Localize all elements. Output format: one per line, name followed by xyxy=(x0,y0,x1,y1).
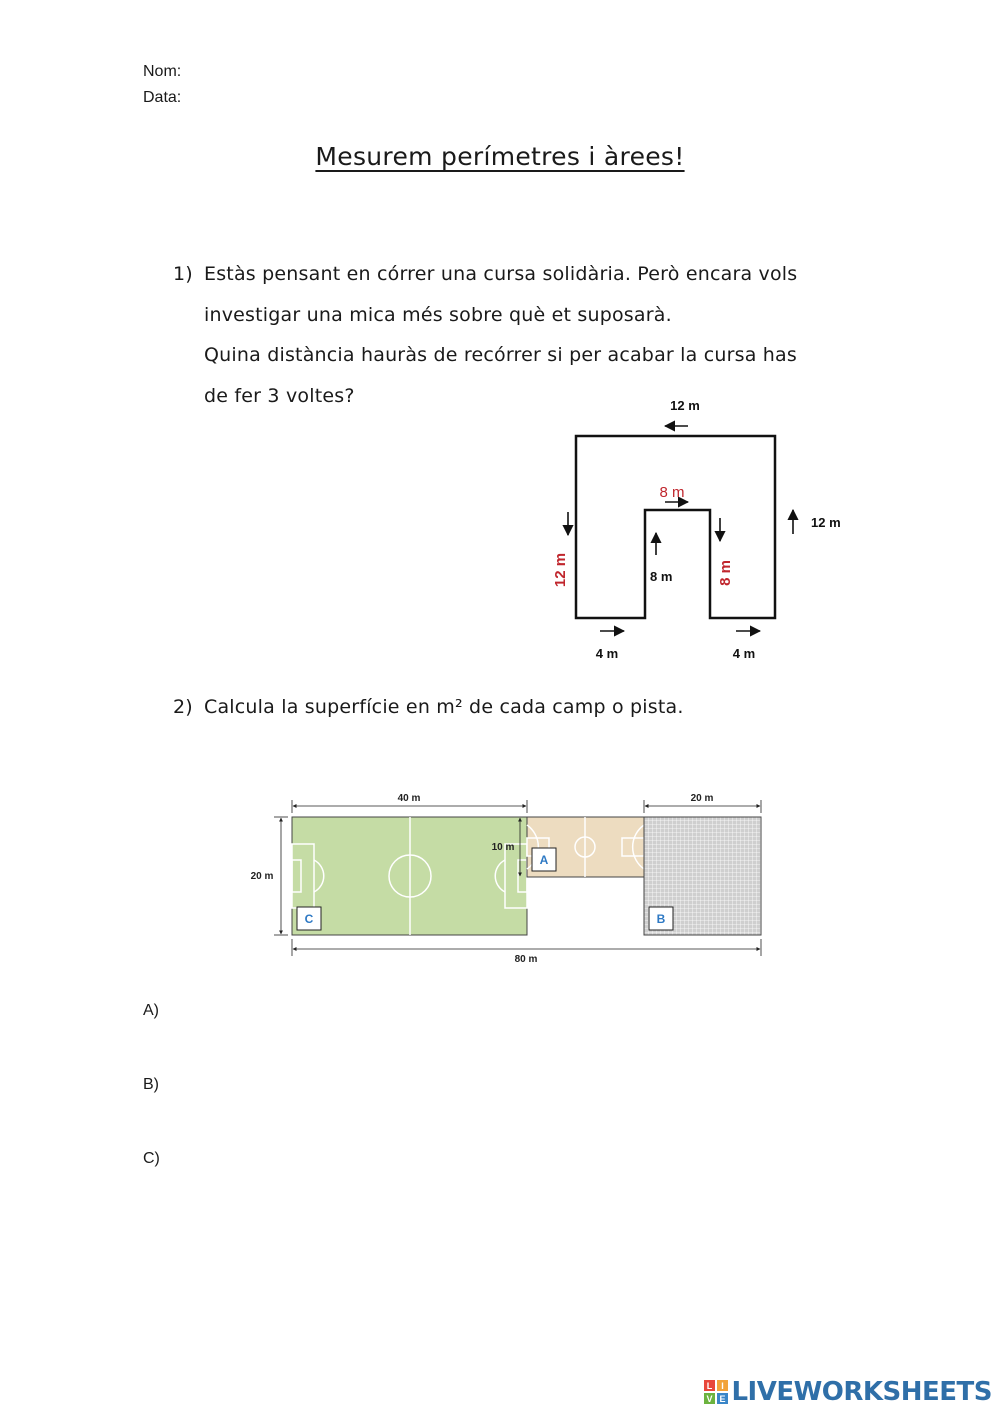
answer-a-label: A) xyxy=(143,1002,159,1019)
live-badge-icon xyxy=(704,1380,728,1404)
liveworksheets-logo xyxy=(704,1377,992,1407)
label-inner-top: 8 m xyxy=(659,484,685,501)
track-outline xyxy=(576,436,775,618)
dim-height-c: 20 m xyxy=(250,871,274,882)
label-outer-left: 12 m xyxy=(552,552,569,588)
label-a: A xyxy=(539,853,549,867)
question-2-text: Calcula la superfície en m² de cada camp o pista. xyxy=(204,696,684,718)
badge-letter: E xyxy=(719,1394,726,1404)
label-bottom-left: 4 m xyxy=(595,646,619,661)
label-b: B xyxy=(656,912,666,926)
label-right: 12 m xyxy=(811,515,841,530)
label-c: C xyxy=(304,912,314,926)
badge-letter: L xyxy=(707,1381,713,1391)
label-bottom-right: 4 m xyxy=(732,646,756,661)
question-1-line: investigar una mica més sobre què et suposarà. xyxy=(204,304,672,326)
label-top: 12 m xyxy=(670,398,700,413)
badge-letter: I xyxy=(721,1381,725,1391)
label-inner-left: 8 m xyxy=(650,569,673,584)
track-figure xyxy=(540,390,870,670)
logo-text: LIVEWORKSHEETS xyxy=(731,1377,992,1407)
dim-total: 80 m xyxy=(514,954,538,965)
answer-b-label: B) xyxy=(143,1076,159,1093)
question-2-number: 2) xyxy=(173,696,193,718)
page-title-text: Mesurem perímetres i àrees! xyxy=(315,142,685,171)
page-title xyxy=(0,142,1000,171)
dim-width-c: 40 m xyxy=(397,793,421,804)
question-1-line: Estàs pensant en córrer una cursa solidària. Però encara vols xyxy=(204,263,798,285)
label-inner-right: 8 m xyxy=(717,560,734,586)
badge-letter: V xyxy=(706,1394,713,1404)
date-label: Data: xyxy=(143,89,182,106)
question-1-line: Quina distància hauràs de recórrer si per acabar la cursa has xyxy=(204,344,797,366)
dim-height-a: 10 m xyxy=(491,842,515,853)
fields-figure xyxy=(236,780,780,970)
answer-c-label: C) xyxy=(143,1150,160,1167)
name-label: Nom: xyxy=(143,63,182,80)
question-1-number: 1) xyxy=(173,263,193,285)
question-1-line: de fer 3 voltes? xyxy=(204,385,355,407)
dim-width-b: 20 m xyxy=(690,793,714,804)
